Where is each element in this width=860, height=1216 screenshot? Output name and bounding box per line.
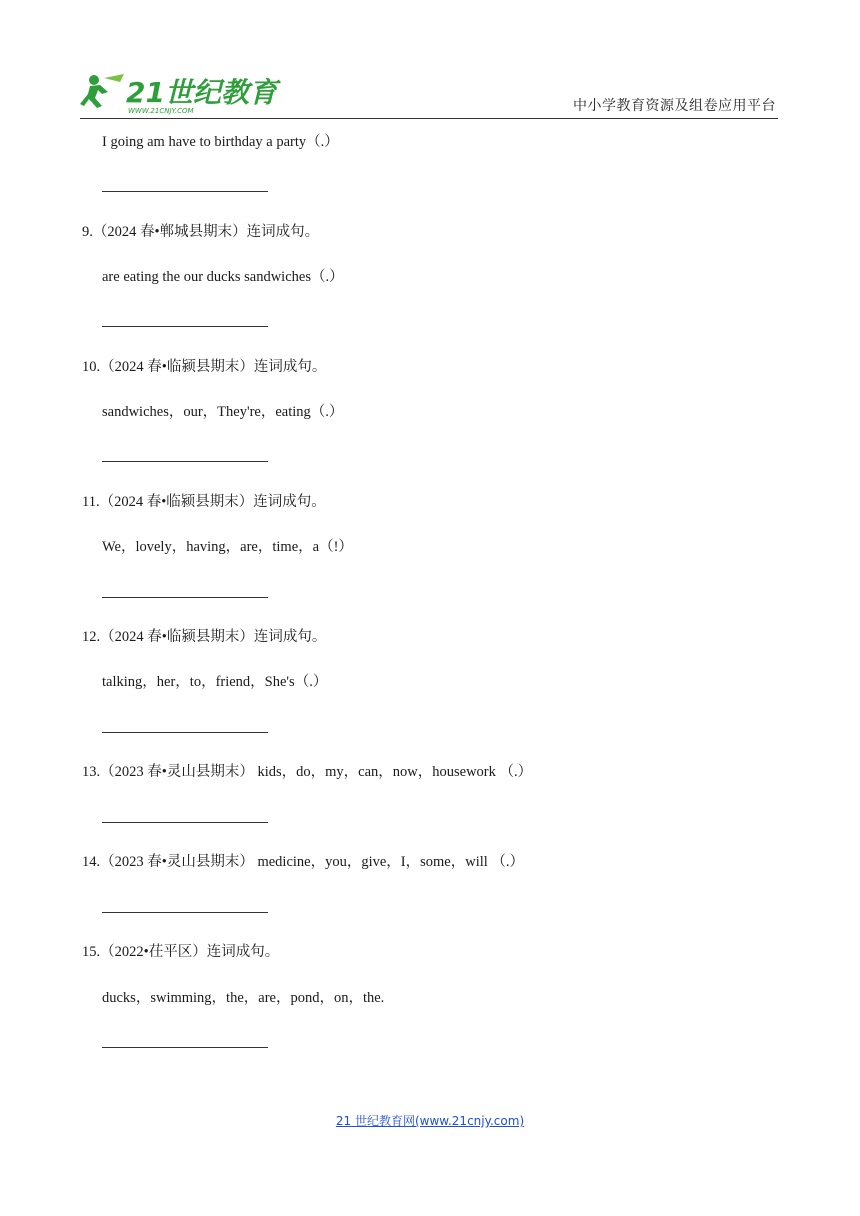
item-10-words: sandwiches，our，They're，eating（.） — [102, 404, 344, 420]
item-14-stem: 14.（2023 春•灵山县期末） medicine，you，give，I，some，will （.） — [82, 854, 525, 870]
answer-line — [102, 822, 268, 823]
item-15-stem: 15.（2022•茌平区）连词成句。 — [82, 944, 280, 960]
item-11-stem: 11.（2024 春•临颍县期末）连词成句。 — [82, 494, 326, 510]
item-15-words: ducks，swimming，the，are，pond，on，the. — [102, 990, 385, 1006]
page-footer — [0, 1112, 860, 1129]
logo-text: 21世纪教育 — [126, 76, 277, 109]
item-12-stem: 12.（2024 春•临颍县期末）连词成句。 — [82, 629, 327, 645]
header-title: 中小学教育资源及组卷应用平台 — [573, 98, 776, 114]
answer-line — [102, 191, 268, 192]
page-header — [80, 66, 778, 119]
item-13-stem: 13.（2023 春•灵山县期末） kids，do，my，can，now，housework （.） — [82, 764, 533, 780]
answer-line — [102, 732, 268, 733]
answer-line — [102, 912, 268, 913]
runner-icon — [80, 74, 124, 108]
logo-url: WWW.21CNJY.COM — [128, 107, 194, 115]
item-8-words: I going am have to birthday a party（.） — [102, 134, 339, 150]
item-9-stem: 9.（2024 春•郸城县期末）连词成句。 — [82, 224, 320, 240]
logo — [80, 68, 277, 116]
item-12-words: talking，her，to，friend，She's（.） — [102, 674, 328, 690]
answer-line — [102, 326, 268, 327]
item-11-words: We，lovely，having，are，time，a（!） — [102, 539, 353, 555]
item-10-stem: 10.（2024 春•临颍县期末）连词成句。 — [82, 359, 327, 375]
answer-line — [102, 597, 268, 598]
answer-line — [102, 461, 268, 462]
footer-link[interactable]: 21 世纪教育网(www.21cnjy.com) — [335, 1114, 525, 1128]
item-9-words: are eating the our ducks sandwiches（.） — [102, 269, 344, 285]
answer-line — [102, 1047, 268, 1048]
